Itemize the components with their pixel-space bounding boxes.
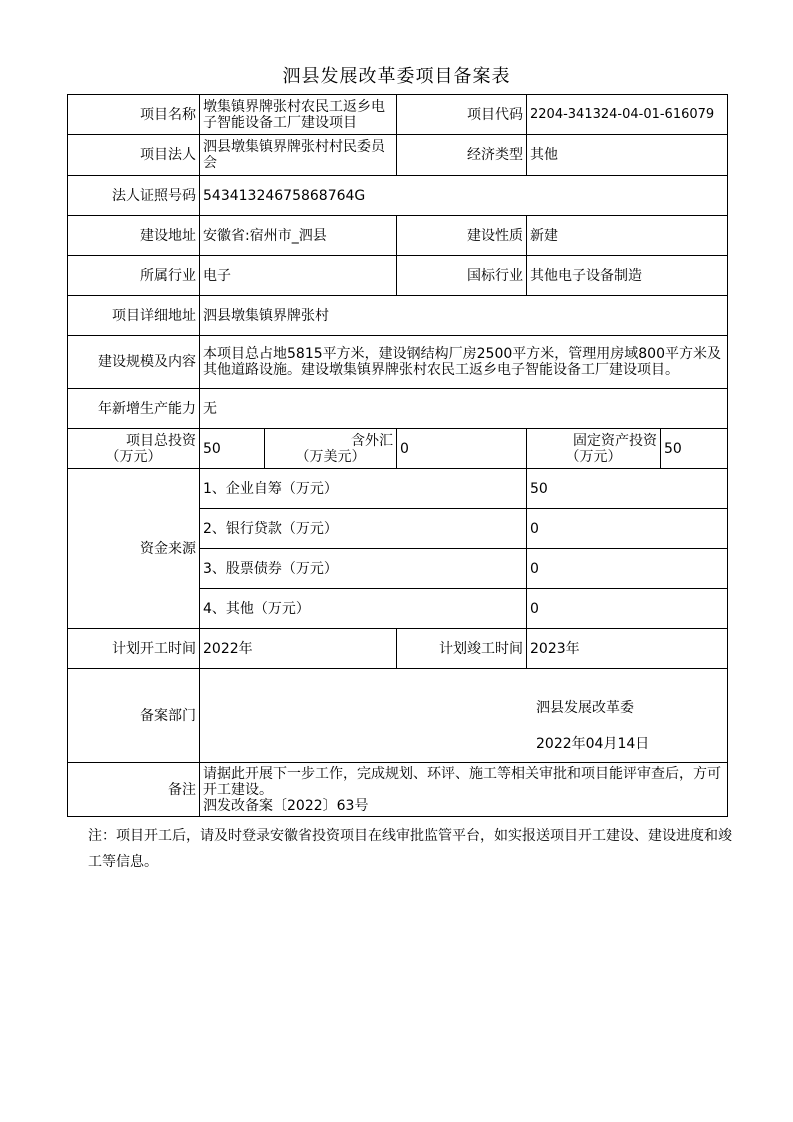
foreign-value: 0 xyxy=(397,429,527,469)
plan-finish-label: 计划竣工时间 xyxy=(397,629,527,669)
remark-line1: 请据此开展下一步工作，完成规划、环评、施工等相关审批和项目能评审查后，方可开工建设。 xyxy=(203,765,721,798)
funding-item-value: 0 xyxy=(527,589,728,629)
fixed-invest-value: 50 xyxy=(661,429,728,469)
scale-label: 建设规模及内容 xyxy=(68,336,200,389)
funding-item-value: 0 xyxy=(527,549,728,589)
capacity-label: 年新增生产能力 xyxy=(68,389,200,429)
legal-person-label: 项目法人 xyxy=(68,135,200,176)
funding-item-value: 50 xyxy=(527,469,728,509)
total-invest-label-line1: 项目总投资 xyxy=(126,432,196,449)
remark-cell xyxy=(200,763,728,817)
fixed-invest-label-line1: 固定资产投资 xyxy=(573,432,657,449)
project-name-value: 墩集镇界牌张村农民工返乡电子智能设备工厂建设项目 xyxy=(200,95,397,135)
industry-label: 所属行业 xyxy=(68,256,200,296)
detail-address-value: 泗县墩集镇界牌张村 xyxy=(200,296,728,336)
license-no-label: 法人证照号码 xyxy=(68,176,200,216)
footnote: 注：项目开工后，请及时登录安徽省投资项目在线审批监管平台，如实报送项目开工建设、建设进度和竣工等信息。 xyxy=(88,828,732,870)
project-name-label: 项目名称 xyxy=(68,95,200,135)
dept-date: 2022年04月14日 xyxy=(536,736,650,752)
capacity-value: 无 xyxy=(200,389,728,429)
economic-type-value: 其他 xyxy=(527,135,728,176)
foreign-label-line2: （万美元） xyxy=(295,448,366,465)
dept-label: 备案部门 xyxy=(68,669,200,763)
plan-start-value: 2022年 xyxy=(200,629,397,669)
build-address-label: 建设地址 xyxy=(68,216,200,256)
license-no-value: 54341324675868764G xyxy=(200,176,728,216)
total-invest-label xyxy=(68,429,200,469)
industry-value: 电子 xyxy=(200,256,397,296)
total-invest-label-line2: （万元） xyxy=(105,448,162,465)
funding-item-label: 4、其他（万元） xyxy=(200,589,527,629)
remark-line2: 泗发改备案〔2022〕63号 xyxy=(203,797,369,814)
funding-item-value: 0 xyxy=(527,509,728,549)
fixed-invest-label-line2: （万元） xyxy=(565,448,622,465)
fixed-invest-label xyxy=(527,429,661,469)
plan-start-label: 计划开工时间 xyxy=(68,629,200,669)
remark-label: 备注 xyxy=(68,763,200,817)
funding-item-label: 2、银行贷款（万元） xyxy=(200,509,527,549)
economic-type-label: 经济类型 xyxy=(397,135,527,176)
foreign-label xyxy=(265,429,397,469)
scale-value: 本项目总占地5815平方米，建设钢结构厂房2500平方米，管理用房域800平方米及其他道路设施。建设墩集镇界牌张村农民工返乡电子智能设备工厂建设项目。 xyxy=(200,336,728,389)
page-title: 泗县发展改革委项目备案表 xyxy=(282,66,511,87)
build-nature-value: 新建 xyxy=(527,216,728,256)
foreign-label-line1: 含外汇 xyxy=(351,432,393,449)
national-industry-label: 国标行业 xyxy=(397,256,527,296)
project-code-value: 2204-341324-04-01-616079 xyxy=(527,95,728,135)
dept-name: 泗县发展改革委 xyxy=(536,700,634,716)
build-nature-label: 建设性质 xyxy=(397,216,527,256)
funding-item-label: 1、企业自筹（万元） xyxy=(200,469,527,509)
detail-address-label: 项目详细地址 xyxy=(68,296,200,336)
legal-person-value: 泗县墩集镇界牌张村村民委员会 xyxy=(200,135,397,176)
project-code-label: 项目代码 xyxy=(397,95,527,135)
total-invest-value: 50 xyxy=(200,429,265,469)
funding-item-label: 3、股票债券（万元） xyxy=(200,549,527,589)
plan-finish-value: 2023年 xyxy=(527,629,728,669)
funding-label: 资金来源 xyxy=(68,469,200,629)
national-industry-value: 其他电子设备制造 xyxy=(527,256,728,296)
build-address-value: 安徽省:宿州市_泗县 xyxy=(200,216,397,256)
